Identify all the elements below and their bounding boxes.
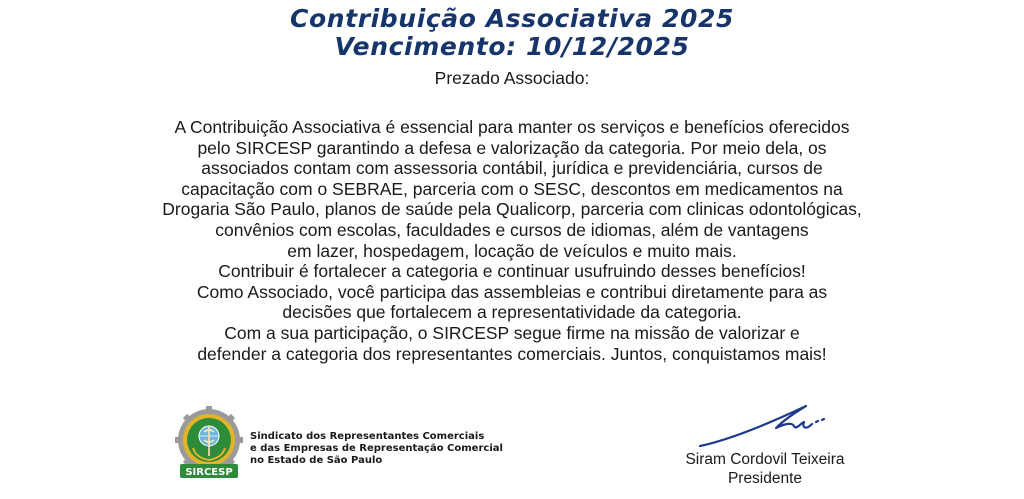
body-line: convênios com escolas, faculdades e cursos de idiomas, além de vantagens: [215, 219, 809, 240]
title-line-2: Vencimento: 10/12/2025: [334, 32, 690, 61]
body-line: Como Associado, você participa das assembleias e contribui diretamente para as: [196, 281, 828, 302]
letter-body: [0, 117, 1024, 364]
body-line: decisões que fortalecem a representatividade da categoria.: [282, 302, 742, 323]
body-line: pelo SIRCESP garantindo a defesa e valorização da categoria. Por meio dela, os: [197, 137, 827, 158]
organization-name: [250, 431, 503, 467]
org-line: e das Empresas de Representação Comercial: [250, 443, 503, 454]
signer-name: Siram Cordovil Teixeira: [685, 451, 845, 468]
logo-text: SIRCESP: [185, 467, 233, 478]
sircesp-logo: [174, 406, 244, 484]
body-line: em lazer, hospedagem, locação de veículos e muito mais.: [287, 240, 737, 261]
body-line: associados contam com assessoria contábil, jurídica e previdenciária, cursos de: [201, 158, 823, 179]
org-line: no Estado de São Paulo: [250, 455, 383, 466]
signature-icon: [688, 400, 828, 452]
body-line: Drogaria São Paulo, planos de saúde pela Qualicorp, parceria com clinicas odontológicas,: [162, 199, 862, 220]
org-line: Sindicato dos Representantes Comerciais: [250, 431, 485, 442]
title-line-1: Contribuição Associativa 2025: [290, 4, 734, 33]
body-line: Com a sua participação, o SIRCESP segue firme na missão de valorizar e: [224, 322, 800, 343]
body-line: defender a categoria dos representantes comerciais. Juntos, conquistamos mais!: [197, 343, 827, 364]
body-line: Contribuir é fortalecer a categoria e continuar usufruindo desses benefícios!: [218, 261, 806, 282]
greeting: Prezado Associado:: [434, 68, 590, 88]
body-line: A Contribuição Associativa é essencial para manter os serviços e benefícios oferecidos: [174, 117, 850, 137]
body-line: capacitação com o SEBRAE, parceria com o SESC, descontos em medicamentos na: [181, 178, 843, 199]
signer-role: Presidente: [727, 470, 803, 487]
